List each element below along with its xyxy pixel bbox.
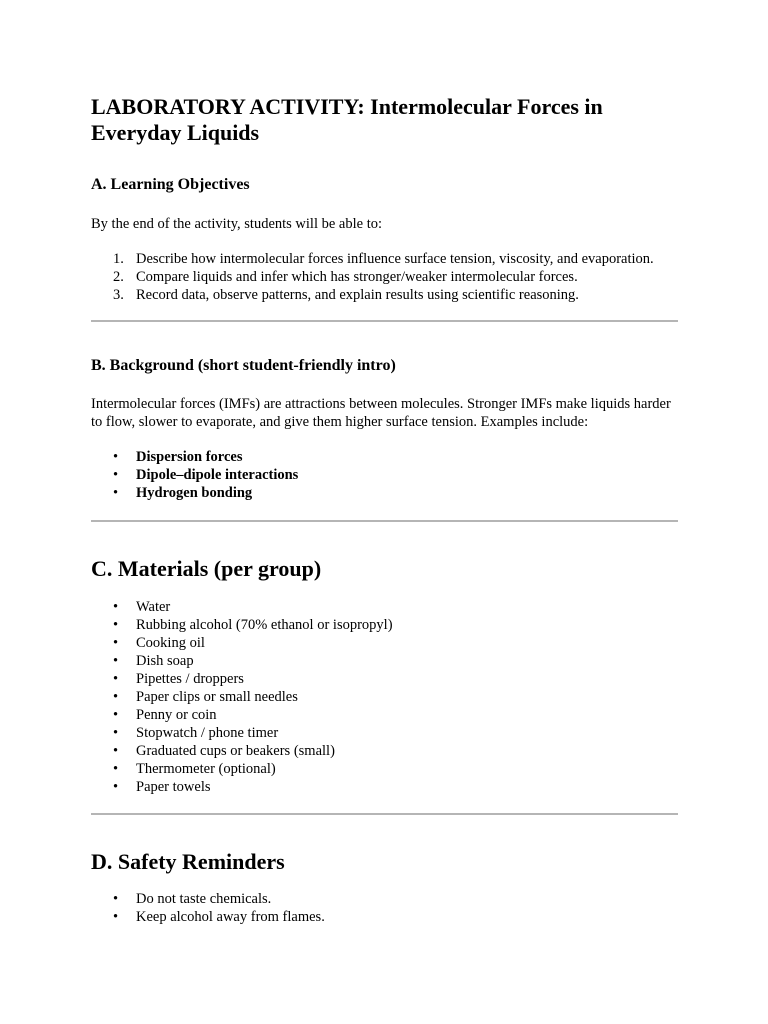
list-item: • Keep alcohol away from flames. [113,909,325,925]
list-item: • Graduated cups or beakers (small) [113,743,335,759]
list-item: • Dispersion forces [113,449,243,465]
list-item: • Thermometer (optional) [113,761,276,777]
list-item: • Penny or coin [113,707,217,723]
materials-list [91,598,678,796]
list-item: • Water [113,599,171,615]
list-item: • Paper clips or small needles [113,689,298,705]
list-item: • Paper towels [113,779,211,795]
list-item: • Dish soap [113,653,194,669]
imf-types-list [91,448,678,502]
section-c-heading: C. Materials (per group) [91,556,322,581]
list-item: 3. Record data, observe patterns, and explain results using scientific reasoning. [113,287,579,303]
list-item: • Dipole–dipole interactions [113,467,299,483]
list-item: • Hydrogen bonding [113,485,253,501]
objectives-list [91,250,678,304]
section-b-heading: B. Background (short student-friendly intro) [91,357,396,374]
section-a-heading: A. Learning Objectives [91,176,250,193]
section-d-heading: D. Safety Reminders [91,849,285,874]
list-item: • Do not taste chemicals. [113,891,272,907]
list-item: • Rubbing alcohol (70% ethanol or isopropyl) [113,617,393,633]
document-title: LABORATORY ACTIVITY: Intermolecular Forces in Everyday Liquids [91,94,603,145]
list-item: • Cooking oil [113,635,205,651]
list-item: 2. Compare liquids and infer which has stronger/weaker intermolecular forces. [113,269,578,285]
list-item: • Stopwatch / phone timer [113,725,279,741]
list-item: • Pipettes / droppers [113,671,244,687]
section-b-text: Intermolecular forces (IMFs) are attractions between molecules. Stronger IMFs make liquids harder to flow, slower to evaporate, and give them higher surface tension. Examples include: [91,396,671,430]
section-a-intro: By the end of the activity, students will be able to: [91,216,383,232]
safety-list [91,890,678,926]
list-item: 1. Describe how intermolecular forces influence surface tension, viscosity, and evaporation. [113,251,654,267]
